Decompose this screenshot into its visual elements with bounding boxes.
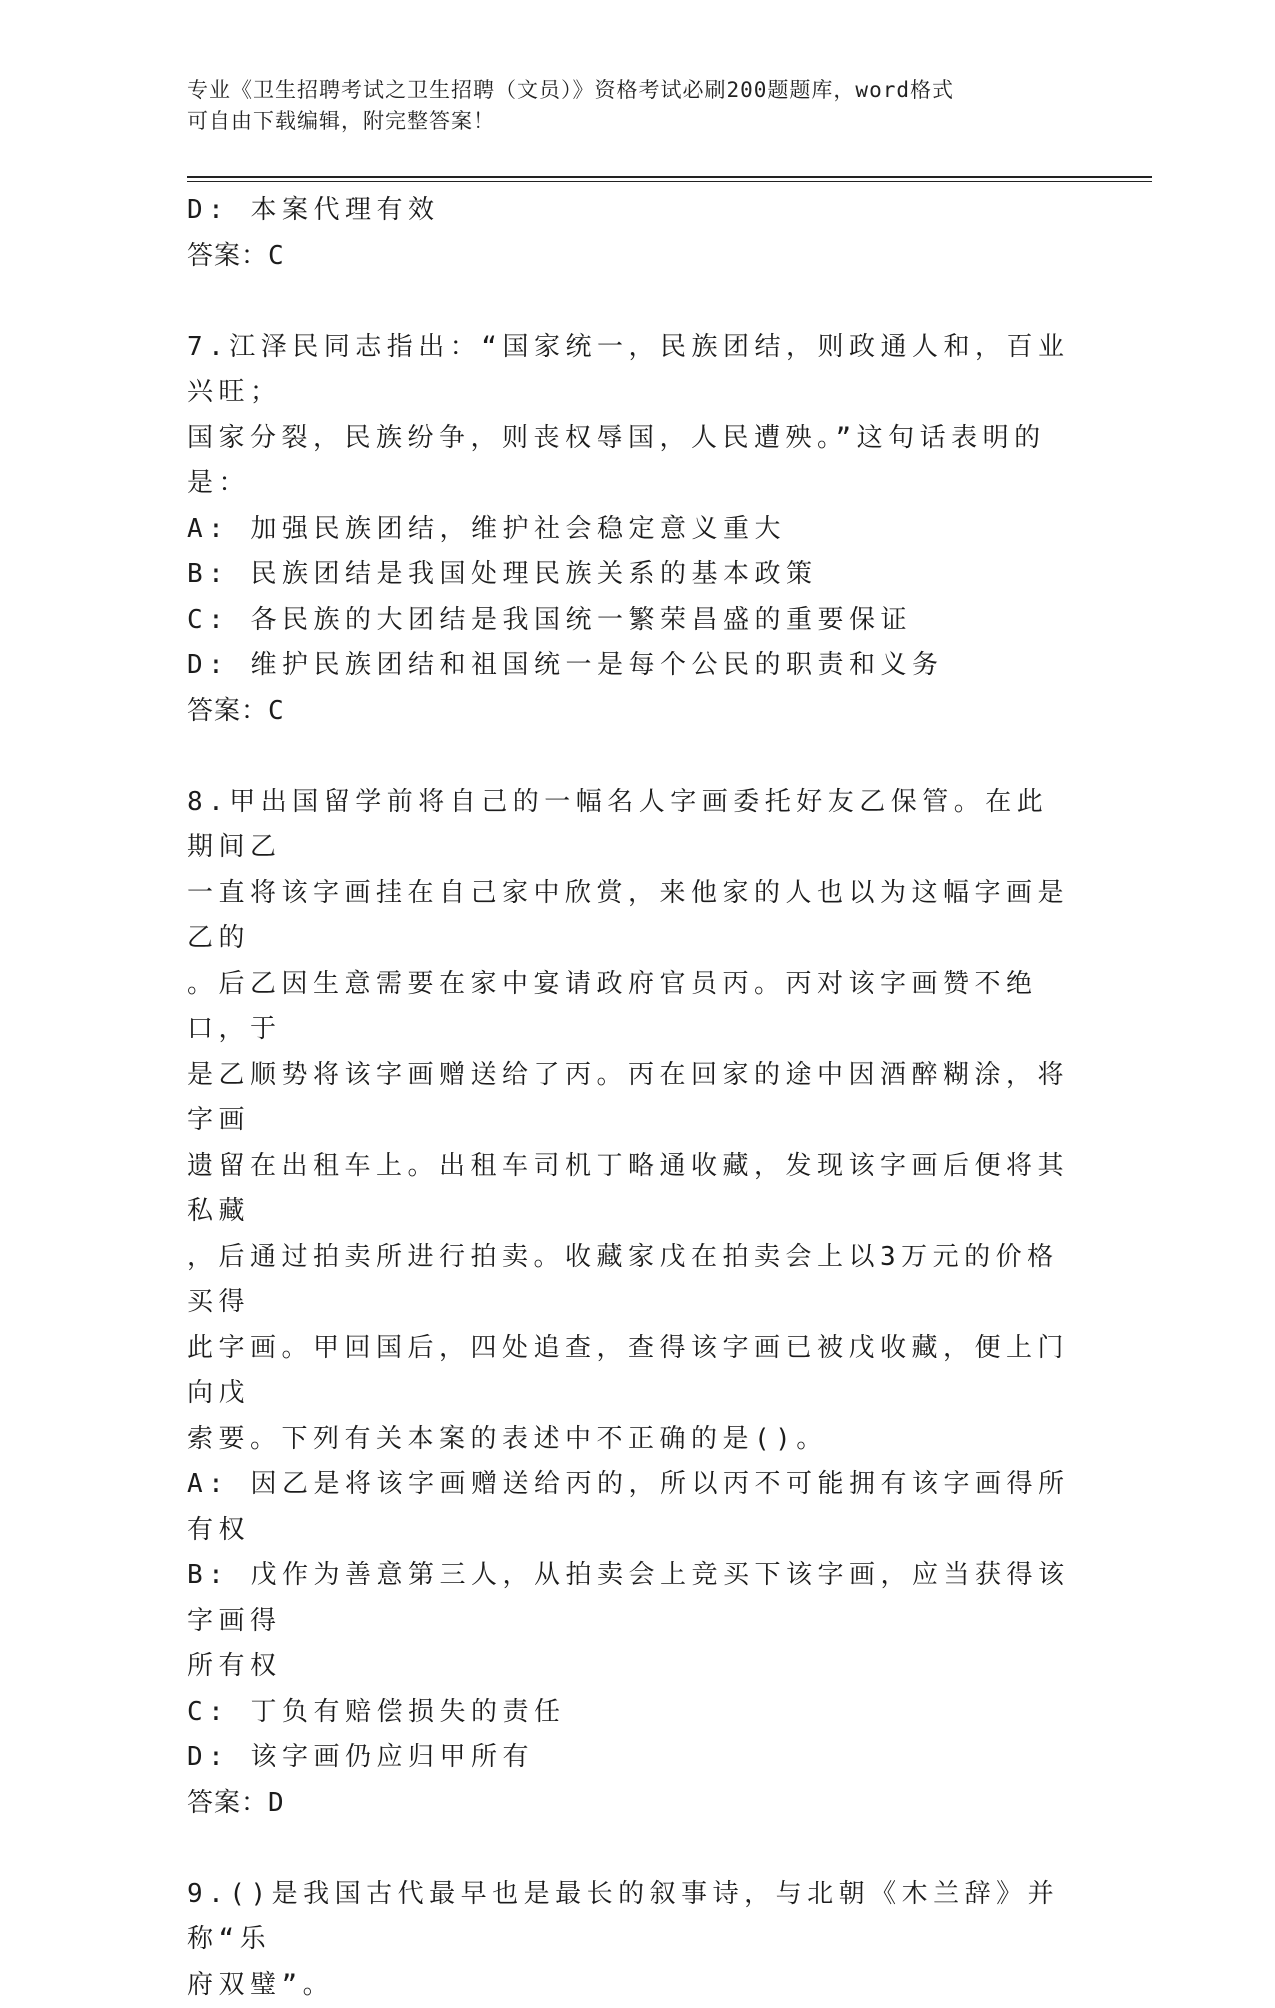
- question-stem-line: 此字画。甲回国后，四处追查，查得该字画已被戊收藏，便上门向戊: [187, 1326, 1077, 1417]
- spacer: [187, 734, 1077, 780]
- option-d: D: 本案代理有效: [187, 188, 1077, 234]
- question-stem-line: 。后乙因生意需要在家中宴请政府官员丙。丙对该字画赞不绝口，于: [187, 962, 1077, 1053]
- spacer: [187, 1826, 1077, 1872]
- question-stem-line: 国家分裂，民族纷争，则丧权辱国，人民遭殃。”这句话表明的是：: [187, 416, 1077, 507]
- question-stem-line: 是乙顺势将该字画赠送给了丙。丙在回家的途中因酒醉糊涂，将字画: [187, 1053, 1077, 1144]
- option-a: A: 加强民族团结，维护社会稳定意义重大: [187, 507, 1077, 553]
- question-9: [187, 1872, 1077, 2008]
- question-8: [187, 780, 1077, 1827]
- option-d: D: 维护民族团结和祖国统一是每个公民的职责和义务: [187, 643, 1077, 689]
- question-stem-line: ，后通过拍卖所进行拍卖。收藏家戊在拍卖会上以3万元的价格买得: [187, 1235, 1077, 1326]
- option-b: B: 戊作为善意第三人，从拍卖会上竞买下该字画，应当获得该字画得: [187, 1553, 1077, 1644]
- page-header: [187, 75, 1067, 137]
- question-stem-line: 遗留在出租车上。出租车司机丁略通收藏，发现该字画后便将其私藏: [187, 1144, 1077, 1235]
- option-c: C: 丁负有赔偿损失的责任: [187, 1690, 1077, 1736]
- option-b-continuation: 所有权: [187, 1644, 1077, 1690]
- header-line-2: 可自由下载编辑，附完整答案！: [187, 106, 1067, 137]
- question-stem-line: 府双璧”。: [187, 1963, 1077, 2008]
- question-stem-line: 一直将该字画挂在自己家中欣赏，来他家的人也以为这幅字画是乙的: [187, 871, 1077, 962]
- answer: 答案：C: [187, 234, 1077, 280]
- option-c: C: 各民族的大团结是我国统一繁荣昌盛的重要保证: [187, 598, 1077, 644]
- header-line-1: 专业《卫生招聘考试之卫生招聘（文员）》资格考试必刷200题题库，word格式: [187, 75, 1067, 106]
- header-divider-thin: [187, 181, 1152, 182]
- option-d: D: 该字画仍应归甲所有: [187, 1735, 1077, 1781]
- question-stem-line: 8.甲出国留学前将自己的一幅名人字画委托好友乙保管。在此期间乙: [187, 780, 1077, 871]
- header-divider-thick: [187, 176, 1152, 178]
- answer: 答案：C: [187, 689, 1077, 735]
- question-stem-line: 7.江泽民同志指出：“国家统一，民族团结，则政通人和，百业兴旺；: [187, 325, 1077, 416]
- document-body: [187, 188, 1077, 2008]
- option-a: A: 因乙是将该字画赠送给丙的，所以丙不可能拥有该字画得所有权: [187, 1462, 1077, 1553]
- previous-question-tail: [187, 188, 1077, 279]
- question-7: [187, 325, 1077, 735]
- question-stem-line: 索要。下列有关本案的表述中不正确的是()。: [187, 1417, 1077, 1463]
- spacer: [187, 279, 1077, 325]
- answer: 答案：D: [187, 1781, 1077, 1827]
- option-b: B: 民族团结是我国处理民族关系的基本政策: [187, 552, 1077, 598]
- question-stem-line: 9.()是我国古代最早也是最长的叙事诗，与北朝《木兰辞》并称“乐: [187, 1872, 1077, 1963]
